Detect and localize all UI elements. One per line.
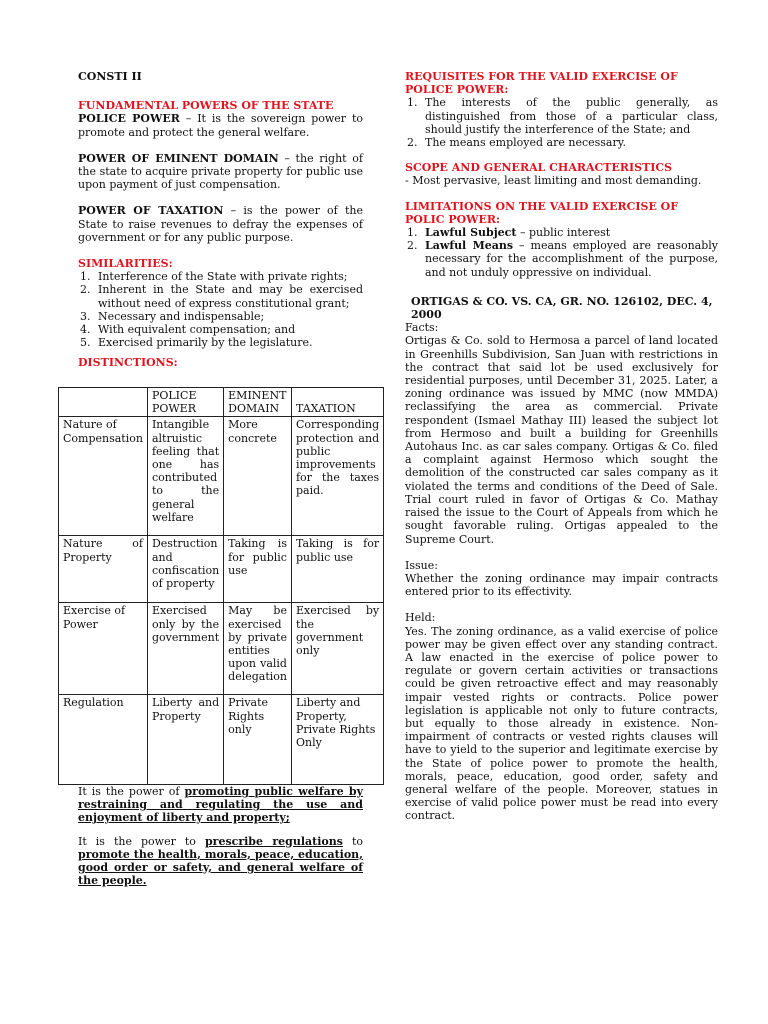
limitations-list [405,226,718,279]
held-text: Yes. The zoning ordinance, as a valid exercise of police power may be given effect over any standing contract. A law enacted in the exercise of police power to regulate or govern certain activities or transactions could be given retroactive effect and may reasonably impair vested rights or contracts. Police power legislation is applicable not only to future contracts, but equally to those already in existence. Non-impairment of contracts or vested rights clauses will have to yield to the superior and legitimate exercise by the State of police power to promote the health, morals, peace, education, good order, safety and general welfare of the people. Moreover, statues in exercise of valid police power must be read into every contract. [405,624,718,823]
table-cell: Intangible altruistic feeling that one has contributed to the general welfare [147,417,223,536]
list-item: 1. Lawful Subject – public interest [407,226,611,240]
table-row [59,536,384,603]
right-column [405,70,718,823]
limitations-heading: LIMITATIONS ON THE VALID EXERCISE OF POLIC POWER: [405,199,679,226]
table-cell: Taking is for public use [291,536,383,603]
police-power-definition [78,112,363,138]
similarities-heading: SIMILARITIES: [78,257,173,271]
left-column [78,70,363,370]
list-item: 2. Inherent in the State and may be exercised without need of express constitutional grant; [80,283,363,310]
requisites-heading: REQUISITES FOR THE VALID EXERCISE OF POLICE POWER: [405,70,678,97]
police-power-term: POLICE POWER [78,112,180,126]
facts-text: Ortigas & Co. sold to Hermosa a parcel of land located in Greenhills Subdivision, San Juan with restrictions in the contract that said lot be used exclusively for residential purposes, until December 31, 2025. Later, a zoning ordinance was issued by MMC (now MMDA) reclassifying the area as commercial. Private respondent (Ismael Mathay III) leased the subject lot from Hermoso and built a building for Greenhills Autohaus Inc. as car sales company. Ortigas & Co. filed a complaint against Hermoso which sought the demolition of the constructed car sales company as it violated the terms and conditions of the Deed of Sale. Trial court ruled in favor of Ortigas & Co. Mathay raised the issue to the Court of Appeals from which he sought favorable ruling. Ortigas appealed to the Supreme Court. [405,334,718,546]
table-cell: Exercised by the government only [291,603,383,695]
police-power-summary [78,785,363,887]
table-header-cell: TAXATION [291,388,383,417]
list-item: 1. Interference of the State with private rights; [80,270,348,284]
table-header-cell [59,388,148,417]
distinctions-table [58,387,384,785]
table-row [59,417,384,536]
table-header-row [59,388,384,417]
table-cell: Nature of Property [59,536,148,603]
table-header-cell: POLICE POWER [147,388,223,417]
eminent-domain-definition [78,152,363,192]
taxation-definition [78,204,363,244]
list-item: 5. Exercised primarily by the legislature. [80,336,313,350]
table-cell: Exercise of Power [59,603,148,695]
table-cell: May be exercised by private entities upon valid delegation [224,603,292,695]
table-cell: More concrete [224,417,292,536]
table-cell: Liberty and Property [147,695,223,785]
summary-paragraph-2: It is the power to prescribe regulations to promote the health, morals, peace, education, good order or safety, and general welfare of the people. [78,834,364,888]
similarities-list [78,270,363,349]
table-cell: Corresponding protection and public improvements for the taxes paid. [291,417,383,536]
taxation-text: – is the power of the State to raise revenues to defray the expenses of government or for any public purpose. [78,204,363,244]
table-cell: Nature of Compensation [59,417,148,536]
list-item: 2. The means employed are necessary. [407,136,626,150]
taxation-term: POWER OF TAXATION [78,204,224,218]
distinctions-heading: DISTINCTIONS: [78,356,178,370]
eminent-domain-term: POWER OF EMINENT DOMAIN [78,151,279,165]
police-power-text: – It is the sovereign power to promote and protect the general welfare. [78,112,363,139]
issue-label: Issue: [405,558,438,572]
scope-heading: SCOPE AND GENERAL CHARACTERISTICS [405,161,673,175]
table-cell: Liberty and Property, Private Rights Only [291,695,383,785]
doc-title: CONSTI II [78,70,142,83]
held-label: Held: [405,611,436,625]
table-cell: Regulation [59,695,148,785]
table-header-cell: EMINENT DOMAIN [224,388,292,417]
table-cell: Private Rights only [224,695,292,785]
list-item: 2. Lawful Means – means employed are reasonably necessary for the accomplishment of the purpose, and not unduly oppressive on individual. [407,239,718,279]
requisites-list [405,96,718,149]
list-item: 3. Necessary and indispensable; [80,309,265,323]
list-item: 4. With equivalent compensation; and [80,323,296,337]
summary-paragraph-1: It is the power of promoting public welfare by restraining and regulating the use and enjoyment of liberty and property; [78,785,363,825]
table-row [59,695,384,785]
facts-label: Facts: [405,321,439,335]
case-title: ORTIGAS & CO. VS. CA, GR. NO. 126102, DEC. 4, 2000 [411,294,713,322]
table-cell: Taking is for public use [224,536,292,603]
fundamental-heading: FUNDAMENTAL POWERS OF THE STATE [78,99,334,113]
list-item: 1. The interests of the public generally, as distinguished from those of a particular class, should justify the interference of the State; and [407,96,718,136]
eminent-domain-text: – the right of the state to acquire private property for public use upon payment of just compensation. [78,151,363,192]
table-cell: Destruction and confiscation of property [147,536,223,603]
table-cell: Exercised only by the government [147,603,223,695]
table-row [59,603,384,695]
scope-text: - Most pervasive, least limiting and most demanding. [405,174,702,188]
issue-text: Whether the zoning ordinance may impair contracts entered prior to its effectivity. [405,571,718,599]
